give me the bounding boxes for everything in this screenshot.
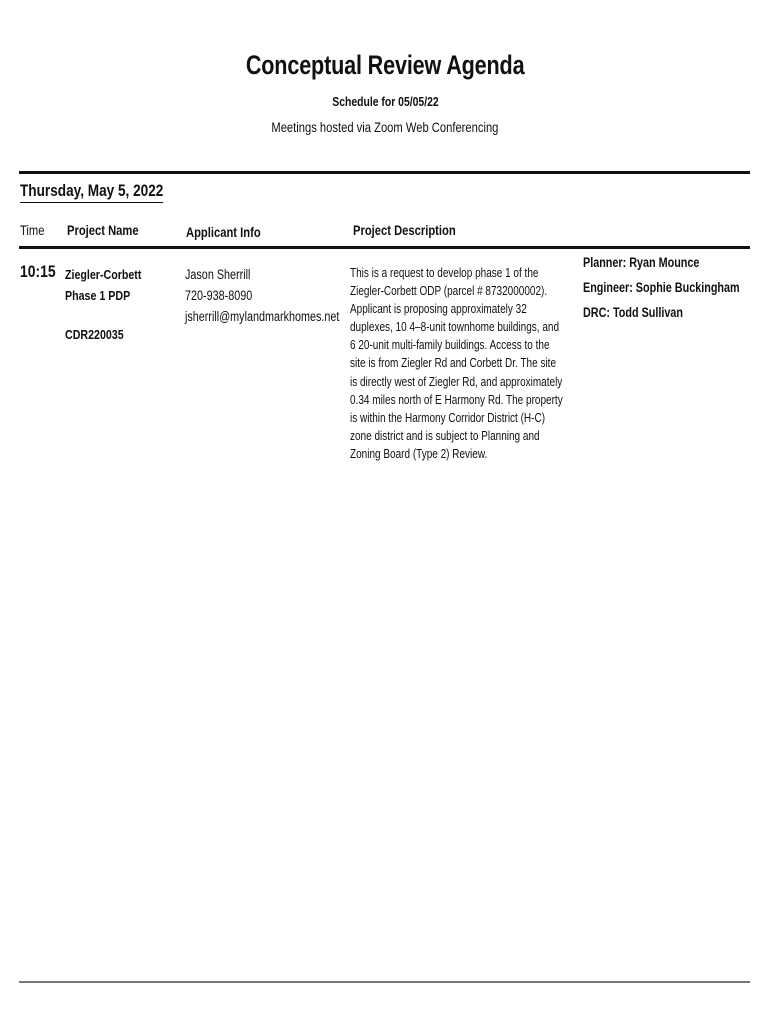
column-header-time: Time [20,222,45,238]
description-line: 6 20-unit multi-family buildings. Access to the [350,338,550,353]
applicant-email: jsherrill@mylandmarkhomes.net [185,309,340,324]
description-line: 0.34 miles north of E Harmony Rd. The property [350,392,563,407]
page-title: Conceptual Review Agenda [245,50,525,80]
day-heading: Thursday, May 5, 2022 [20,181,163,203]
description-line: is within the Harmony Corridor District (H-C) [350,410,546,425]
table-header-divider [19,246,750,249]
schedule-container [0,93,770,111]
title-container [0,50,770,81]
description-line: Ziegler-Corbett ODP (parcel # 8732000002). [350,284,548,299]
project-code: CDR220035 [65,327,124,342]
project-name-line: Phase 1 PDP [65,288,131,303]
footer-divider [19,981,750,983]
description-line: is directly west of Ziegler Rd, and approximately [350,374,563,389]
meeting-note: Meetings hosted via Zoom Web Conferencing [271,119,499,135]
description-line: Zoning Board (Type 2) Review. [350,446,488,461]
project-description [350,264,563,463]
staff-planner: Planner: Ryan Mounce [583,255,700,270]
column-header-project-name: Project Name [67,222,139,238]
meeting-note-container [0,119,770,137]
project-name-line: Ziegler-Corbett [65,267,142,282]
applicant-phone: 720-938-8090 [185,288,253,303]
column-header-project-description: Project Description [353,222,456,238]
applicant-name: Jason Sherrill [185,267,251,282]
description-line: site is from Ziegler Rd and Corbett Dr. The site [350,356,557,371]
description-line: zone district and is subject to Planning and [350,428,540,443]
schedule-date: Schedule for 05/05/22 [331,94,439,109]
header-divider [19,171,750,174]
staff-engineer: Engineer: Sophie Buckingham [583,280,740,295]
description-line: duplexes, 10 4–8-unit townhome buildings, and [350,320,560,335]
description-line: Applicant is proposing approximately 32 [350,302,527,317]
column-header-applicant-info: Applicant Info [186,224,261,240]
meeting-time: 10:15 [20,262,56,281]
description-line: This is a request to develop phase 1 of the [350,266,539,280]
staff-drc: DRC: Todd Sullivan [583,305,683,320]
